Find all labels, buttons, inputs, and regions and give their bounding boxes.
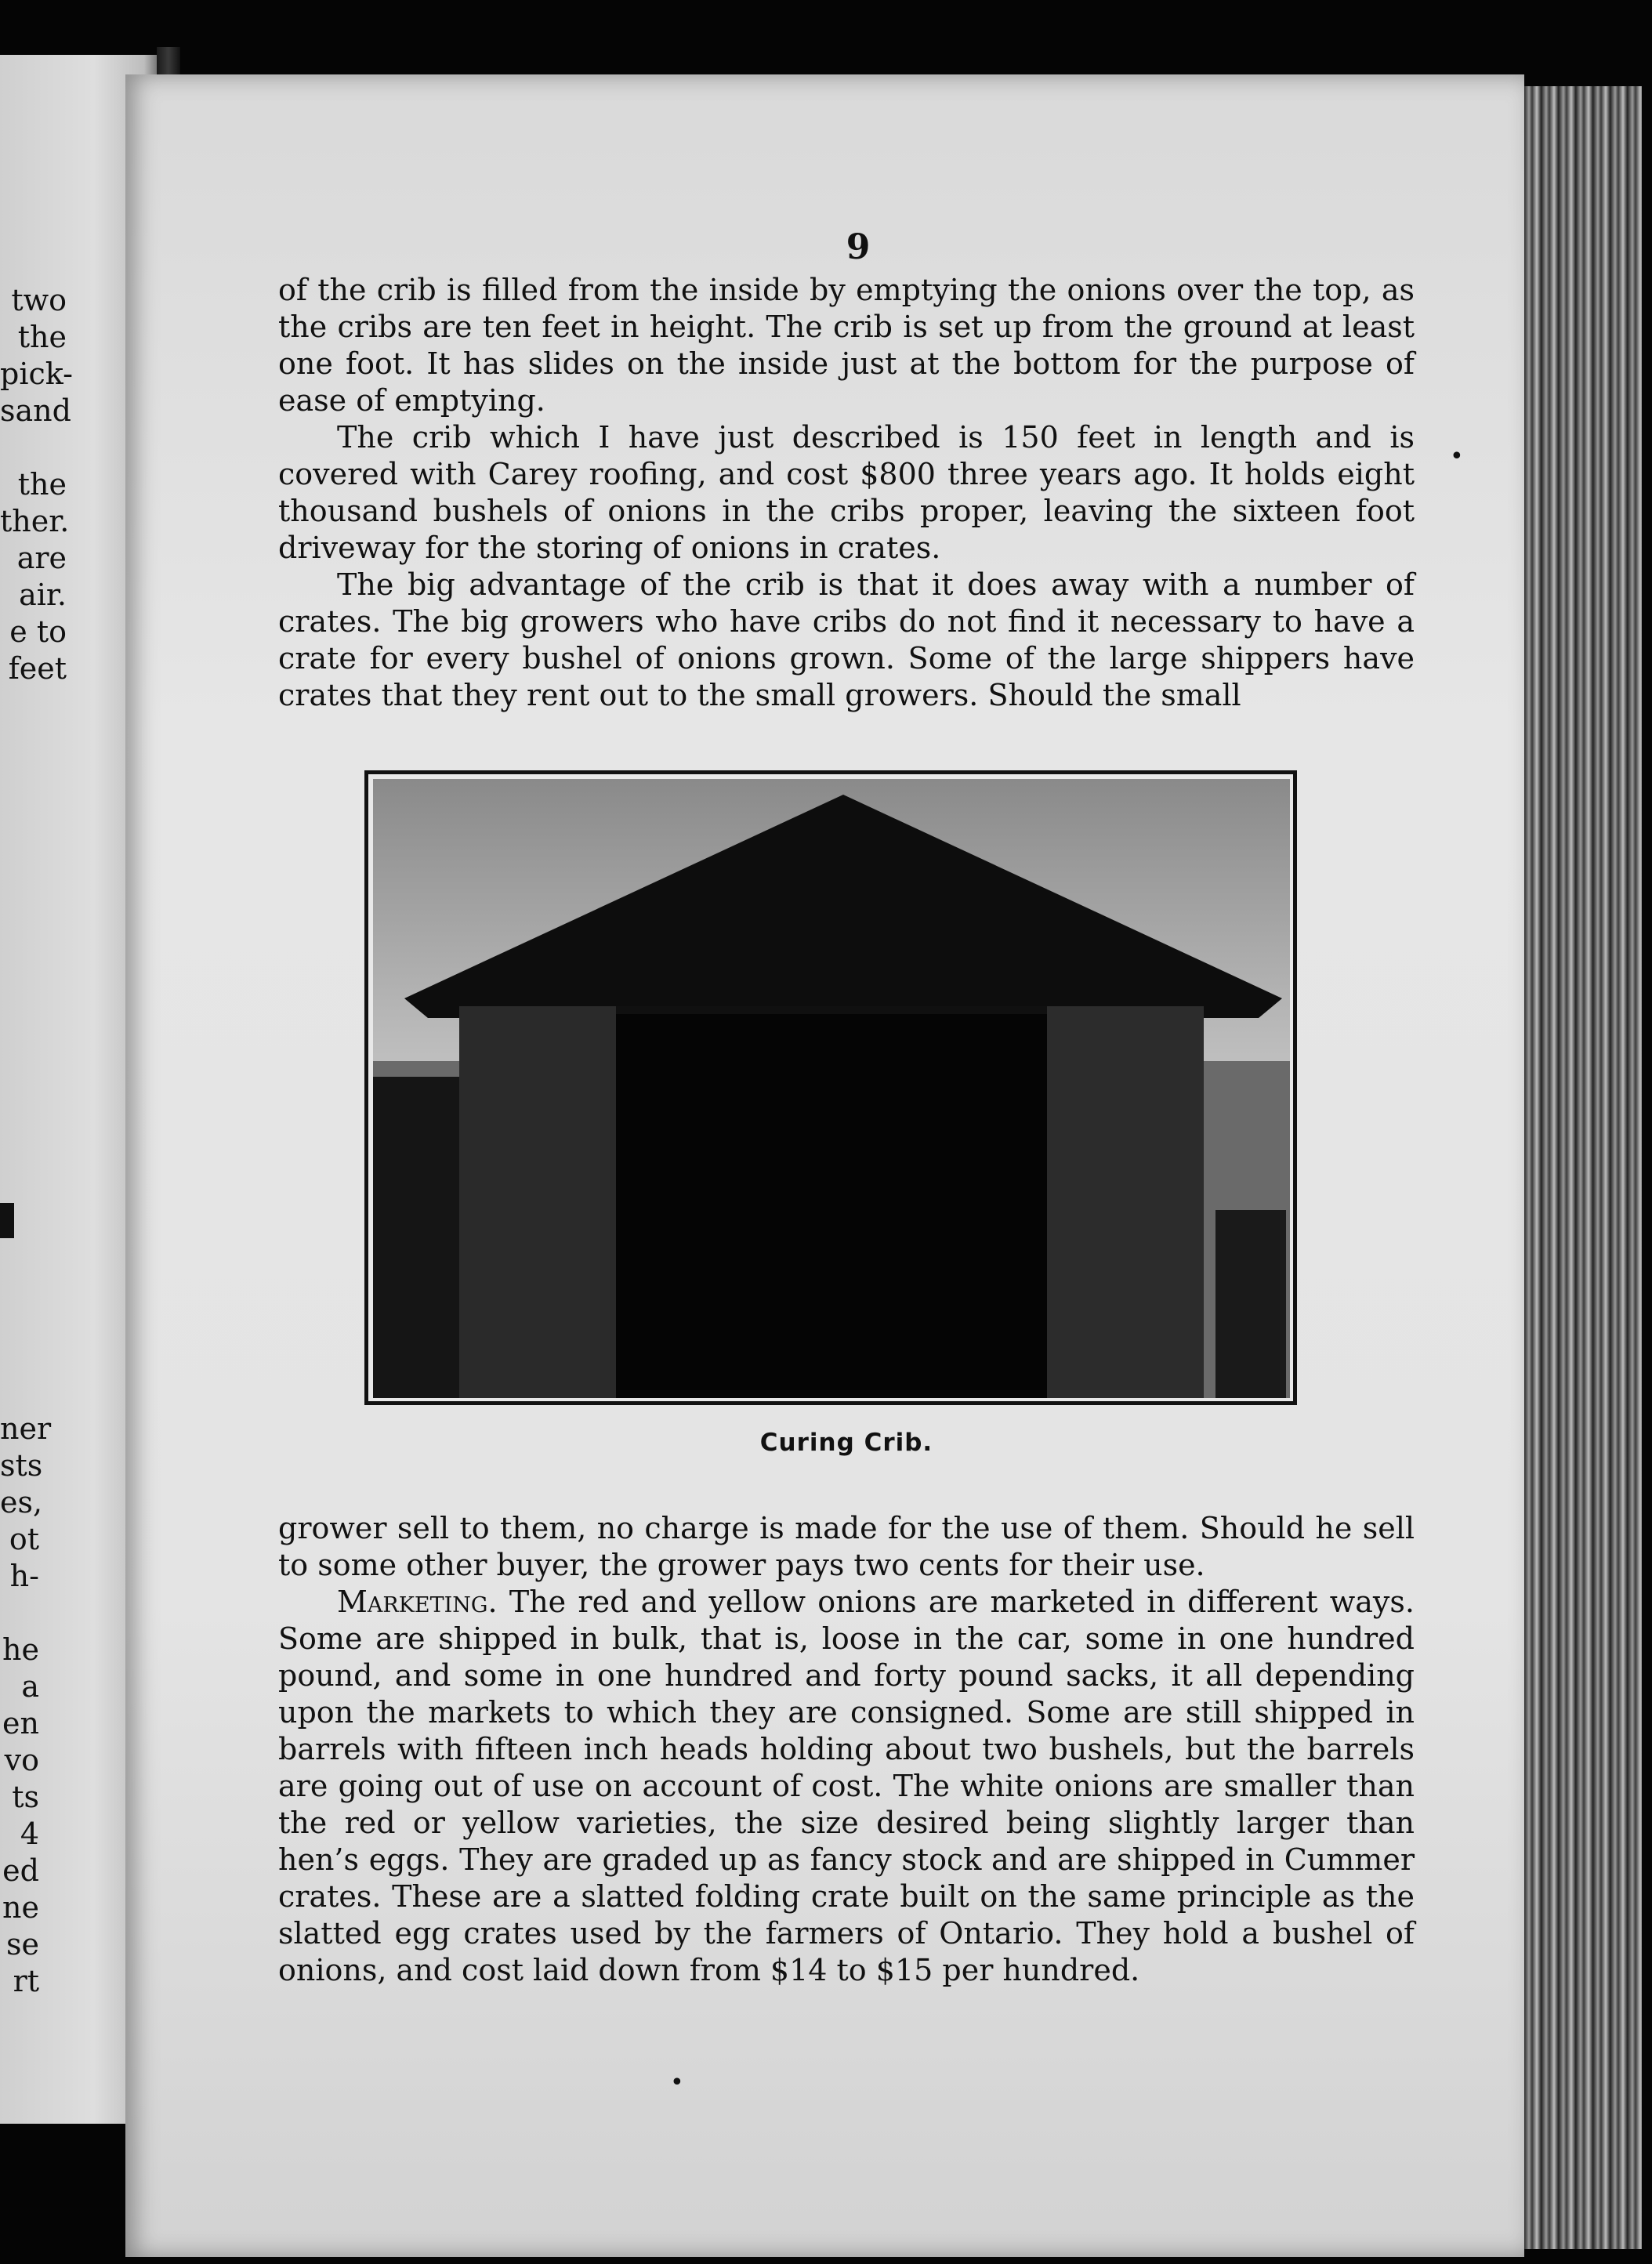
figure-caption: Curing Crib. <box>759 1429 933 1457</box>
fragment-line: ts <box>12 1780 39 1814</box>
paragraph: The crib which I have just described is 150 feet in length and is covered with Carey roofing, and cost $800 three years ago. It holds eight thousand bushels of onions in the cribs proper, leaving the sixteen foot driveway for the storing of onions in crates. <box>278 420 1415 565</box>
page-content <box>278 227 1415 1989</box>
fragment-line: e to <box>9 614 67 649</box>
marketing-heading: Marketing. <box>337 1585 498 1619</box>
fragment-line: vo <box>4 1743 39 1777</box>
curing-crib-photo <box>364 770 1297 1405</box>
left-page-ink-mark <box>0 1203 14 1238</box>
fragment-line: ed <box>2 1853 39 1888</box>
left-page-bottom-fragments <box>0 1411 52 2000</box>
fence-post <box>1215 1210 1286 1398</box>
fragment-gap <box>0 429 67 466</box>
fragment-line: ot <box>9 1522 39 1556</box>
speck: • <box>670 2069 684 2096</box>
page-number: 9 <box>846 227 871 267</box>
fragment-line: 4 <box>20 1817 39 1851</box>
fragment-line: two <box>11 283 67 317</box>
crib-doorway <box>616 1014 1047 1398</box>
fragment-line: feet <box>8 651 67 686</box>
fragment-line: sts <box>0 1448 43 1483</box>
left-page-top-fragments <box>0 282 73 687</box>
fragment-line: en <box>2 1706 39 1741</box>
fragment-line: sand <box>0 393 71 428</box>
fragment-line: air. <box>19 578 67 612</box>
fragment-line: are <box>16 541 67 575</box>
fragment-line: the <box>17 320 67 354</box>
paragraph: of the crib is filled from the inside by emptying the onions over the top, as the cribs are ten feet in height. The crib is set up from the ground at least one foot. It has slides on the inside just at the bottom for the purpose of ease of emptying. <box>278 273 1415 418</box>
left-shadow <box>373 1077 459 1398</box>
fragment-line: ther. <box>0 504 70 538</box>
marketing-text: The red and yellow onions are marketed in different ways. Some are shipped in bulk, that is, loose in the car, some in one hundred pound, and some in one hundred and forty pound sacks, it all depending upon the markets to which they are consigned. Some are still shipped in barrels with fifteen inch heads holding about two bushels, but the barrels are going out of use on account of cost. The white onions are smaller than the red or yellow varieties, the size desired being slightly larger than hen’s eggs. They are graded up as fancy stock and are shipped in Cummer crates. These are a slatted folding crate built on the same principle as the slatted egg crates used by the farmers of Ontario. They hold a bushel of onions, and cost laid down from $14 to $15 per hundred. <box>278 1585 1415 1987</box>
fragment-line: pick- <box>0 357 73 391</box>
fragment-line: ner <box>0 1411 52 1446</box>
fragment-line: rt <box>13 1964 39 1998</box>
paragraph: grower sell to them, no charge is made for the use of them. Should he sell to some other buyer, the grower pays two cents for their use. <box>278 1511 1415 1582</box>
fragment-gap <box>0 1595 39 1632</box>
fragment-line: he <box>2 1632 39 1667</box>
marketing-paragraph <box>278 1584 1415 1989</box>
barn-illustration <box>373 779 1290 1398</box>
paragraph: The big advantage of the crib is that it does away with a number of crates. The big growers who have cribs do not find it necessary to have a crate for every bushel of onions grown. Some of the large shippers have crates that they rent out to the small growers. Should the small <box>278 567 1415 712</box>
fragment-line: the <box>17 467 67 502</box>
crib-side-right <box>1047 1006 1204 1398</box>
fragment-line: a <box>21 1669 39 1704</box>
speck: • <box>1450 443 1464 470</box>
crib-side-left <box>459 1006 616 1398</box>
fragment-line: ne <box>2 1890 39 1925</box>
fragment-line: h- <box>9 1559 39 1593</box>
fragment-line: es, <box>0 1485 43 1520</box>
page-edges <box>1524 86 1642 2249</box>
fragment-line: se <box>6 1927 39 1962</box>
